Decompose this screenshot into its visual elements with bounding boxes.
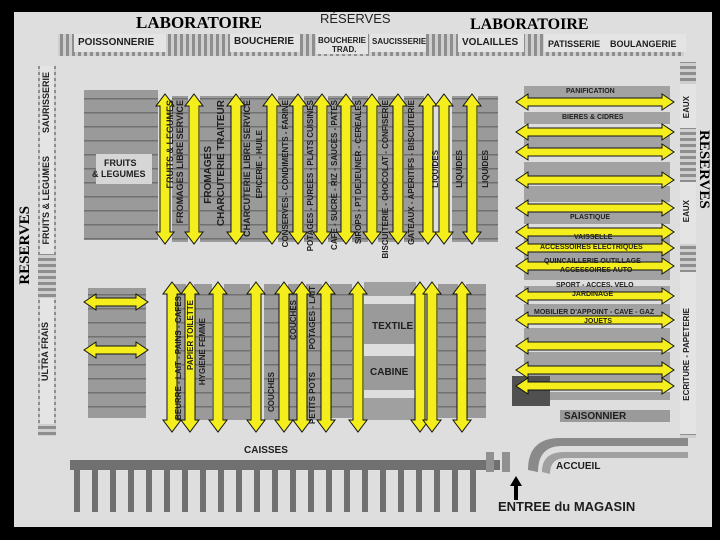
boucherie-trad-label: BOUCHERIE [318, 36, 367, 45]
reserves-top-label: RÉSERVES [320, 11, 391, 26]
reserves-right-label: RESERVES [696, 130, 712, 209]
saisonnier-label: SAISONNIER [564, 411, 627, 422]
aisle-bottom-label: BEURRE - LAIT - PAINS - CAFES [174, 296, 183, 420]
aisle-top-label: BISCUITERIE - CHOCOLAT - CONFISERIE [381, 100, 390, 259]
saucisserie-label: SAUCISSERIE [372, 37, 427, 46]
volailles-label: VOLAILLES [462, 37, 519, 48]
laboratoire-right-label: LABORATOIRE [470, 16, 589, 33]
right-shelf-label: VAISSELLE [574, 234, 613, 241]
saisonnier-dark-block [512, 376, 550, 406]
saurisserie-label: SAURISSERIE [41, 72, 51, 134]
aisle-bottom-label: HYGIENE FEMME [198, 318, 207, 386]
patisserie-label: PATISSERIE [548, 39, 601, 49]
aisle-top-label: SIROPS - PT DEJEUNER - CEREALES [354, 100, 363, 245]
legumes-label: & LEGUMES [92, 169, 146, 179]
aisle-bottom-label: COUCHES [289, 300, 298, 341]
eaux-top-label: EAUX [682, 96, 691, 119]
right-shelf-label: ACCESSOIRES ELECTRIQUES [540, 244, 643, 251]
accueil-label: ACCUEIL [556, 461, 601, 472]
aisle-top-label: LIQUIDES [481, 150, 490, 188]
caisses-label: CAISSES [244, 445, 288, 456]
boulangerie-label: BOULANGERIE [610, 39, 677, 49]
right-shelf-label: BIERES & CIDRES [562, 114, 624, 121]
poissonnerie-label: POISSONNERIE [78, 37, 155, 48]
aisle-top-label: CONSERVES - CONDIMENTS - FARINE [281, 100, 290, 248]
right-shelf-label: JARDINAGE [572, 291, 614, 298]
right-shelf-label: PLASTIQUE [570, 214, 611, 221]
aisle-top-label: CHARCUTERIE LIBRE SERVICE [242, 100, 252, 237]
fruits-label: FRUITS [104, 158, 137, 168]
ultra-frais-label: ULTRA FRAIS [40, 322, 50, 381]
aisle-top-label: LIQUIDES [455, 150, 464, 188]
aisle-top-label: LIQUIDES [431, 150, 440, 188]
aisle-top-label: FRUITS & LEGUMES [165, 100, 175, 189]
fruits-legumes-wall-label: FRUITS & LEGUMES [41, 156, 51, 245]
trad-label: TRAD. [332, 45, 357, 54]
aisle-top-label: FROMAGES LIBRE SERVICE [175, 100, 185, 224]
aisle-top-label: EPICERIE - HUILE [255, 130, 264, 199]
aisle-bottom-label: PETITS POTS [308, 372, 317, 425]
aisle-bottom-label: POTAGES - LAIT [308, 286, 317, 350]
right-shelf-label: QUINCAILLERIE OUTILLAGE [544, 258, 641, 265]
laboratoire-left-label: LABORATOIRE [136, 13, 262, 32]
right-shelf-label: MOBILIER D'APPOINT - CAVE - GAZ [534, 309, 655, 316]
aisle-bottom-label: PAPIER TOILETTE [186, 300, 195, 370]
entree-magasin-label: ENTREE du MAGASIN [498, 499, 636, 514]
ecriture-papeterie-label: ECRITURE - PAPETERIE [682, 308, 691, 401]
textile-label: TEXTILE [372, 321, 414, 332]
right-shelf-label: JOUETS [584, 318, 613, 325]
aisle-top-label: FROMAGES [203, 146, 214, 204]
right-shelf-label: SPORT - ACCES. VELO [556, 282, 634, 289]
aisle-top-label: CAFE - SUCRE - RIZ - SAUCES - PATES [330, 100, 339, 250]
boucherie-label: BOUCHERIE [234, 36, 295, 47]
cabine-label: CABINE [370, 367, 409, 378]
aisle-bottom-label: COUCHES [267, 372, 276, 413]
reserves-left-label: RESERVES [17, 206, 33, 285]
right-shelf-label: ACCESSOIRES AUTO [560, 267, 633, 274]
aisle-top-label: POTAGES - PUREES - PLATS CUISINES [306, 100, 315, 252]
right-shelf-label: PANIFICATION [566, 88, 615, 95]
aisle-top-label: GATEAUX - APERITIFS - BISCUITERIE [407, 100, 416, 245]
eaux-mid-label: EAUX [682, 200, 691, 223]
aisle-top-label: CHARCUTERIE TRAITEUR [216, 100, 227, 227]
